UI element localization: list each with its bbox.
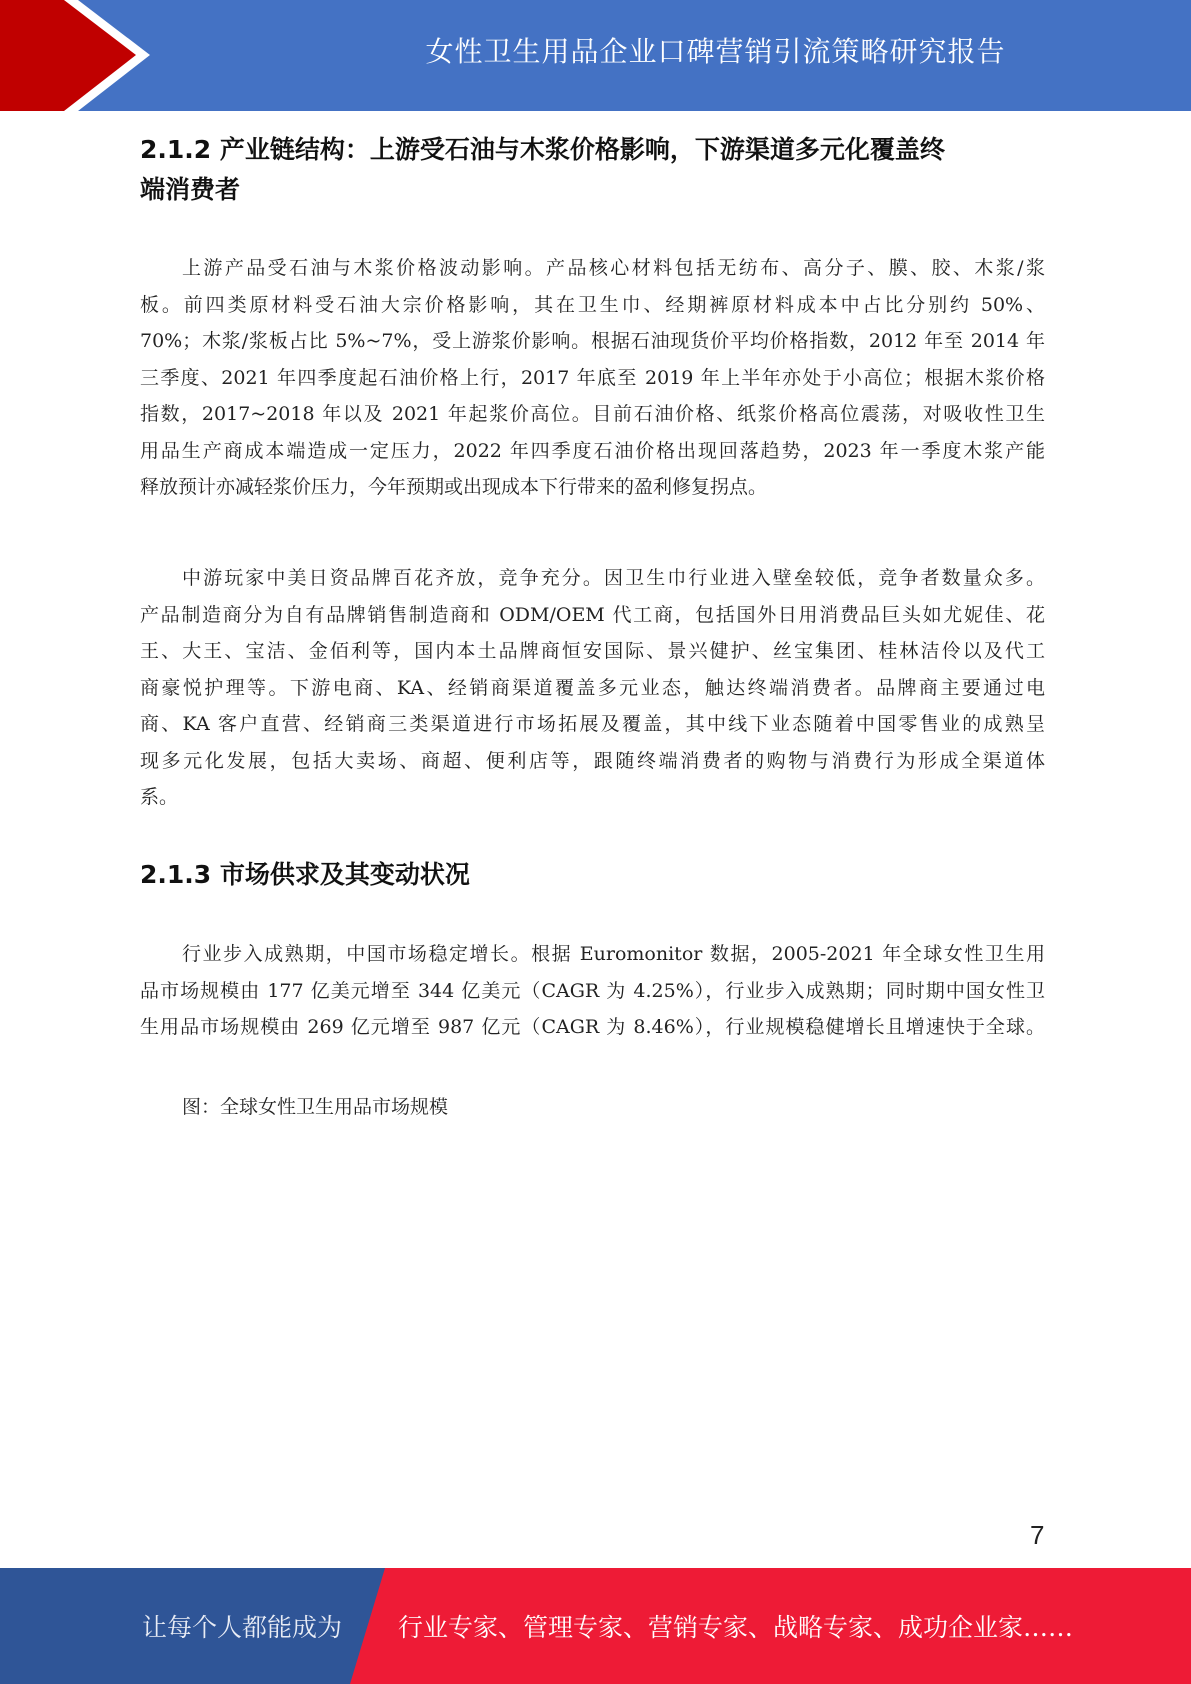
text-line: 商、KA 客户直营、经销商三类渠道进行市场拓展及覆盖，其中线下业态随着中国零售业的成熟呈: [140, 713, 1045, 735]
text-line: 商豪悦护理等。下游电商、KA、经销商渠道覆盖多元业态，触达终端消费者。品牌商主要通过电: [140, 676, 1045, 699]
text-line: 系。: [140, 786, 179, 808]
page-number: 7: [1030, 1520, 1045, 1550]
page-footer: [0, 1568, 1191, 1684]
text-line: 三季度、2021 年四季度起石油价格上行，2017 年底至 2019 年上半年亦处于小高位；根据木浆价格: [140, 366, 1045, 389]
red-arrow-decoration: [0, 0, 160, 111]
text-line: 用品生产商成本端造成一定压力，2022 年四季度石油价格出现回落趋势，2023 年一季度木浆产能: [140, 439, 1045, 462]
section-heading-2-1-3: 2.1.3 市场供求及其变动状况: [140, 860, 470, 889]
paragraph-midstream: [140, 560, 1045, 816]
report-title: 女性卫生用品企业口碑营销引流策略研究报告: [425, 35, 1006, 68]
text-line: 产品制造商分为自有品牌销售制造商和 ODM/OEM 代工商，包括国外日用消费品巨头如尤妮佳、花: [140, 603, 1045, 626]
text-line: 品市场规模由 177 亿美元增至 344 亿美元（CAGR 为 4.25%），行业步入成熟期；同时期中国女性卫: [140, 979, 1045, 1002]
footer-slogan-right: 行业专家、管理专家、营销专家、战略专家、成功企业家……: [398, 1613, 1074, 1642]
heading-line: 2.1.2 产业链结构：上游受石油与木浆价格影响，下游渠道多元化覆盖终: [140, 135, 945, 164]
text-line: 上游产品受石油与木浆价格波动影响。产品核心材料包括无纺布、高分子、膜、胶、木浆/浆: [182, 257, 1045, 279]
figure-caption: 图：全球女性卫生用品市场规模: [182, 1096, 449, 1118]
paragraph-upstream: [140, 250, 1045, 506]
text-line: 生用品市场规模由 269 亿元增至 987 亿元（CAGR 为 8.46%），行业规模稳健增长且增速快于全球。: [140, 1016, 1045, 1038]
text-line: 释放预计亦减轻浆价压力，今年预期或出现成本下行带来的盈利修复拐点。: [140, 476, 768, 498]
text-line: 行业步入成熟期，中国市场稳定增长。根据 Euromonitor 数据，2005-2021 年全球女性卫生用: [182, 943, 1045, 965]
text-line: 板。前四类原材料受石油大宗价格影响，其在卫生巾、经期裤原材料成本中占比分别约 50%、: [140, 293, 1045, 316]
text-line: 70%；木浆/浆板占比 5%~7%，受上游浆价影响。根据石油现货价平均价格指数，2012 年至 2014 年: [140, 330, 1045, 352]
heading-line: 端消费者: [140, 175, 241, 204]
section-heading-2-1-2: [140, 130, 1060, 210]
text-line: 指数，2017~2018 年以及 2021 年起浆价高位。目前石油价格、纸浆价格高位震荡，对吸收性卫生: [140, 403, 1045, 425]
text-line: 现多元化发展，包括大卖场、商超、便利店等，跟随终端消费者的购物与消费行为形成全渠道体: [140, 749, 1045, 772]
text-line: 王、大王、宝洁、金佰利等，国内本土品牌商恒安国际、景兴健护、丝宝集团、桂林洁伶以及代工: [140, 640, 1045, 662]
paragraph-market: [140, 936, 1045, 1046]
footer-slogan-left: 让每个人都能成为: [142, 1613, 343, 1642]
text-line: 中游玩家中美日资品牌百花齐放，竞争充分。因卫生巾行业进入壁垒较低，竞争者数量众多。: [182, 567, 1045, 589]
page-header: [0, 0, 1191, 111]
